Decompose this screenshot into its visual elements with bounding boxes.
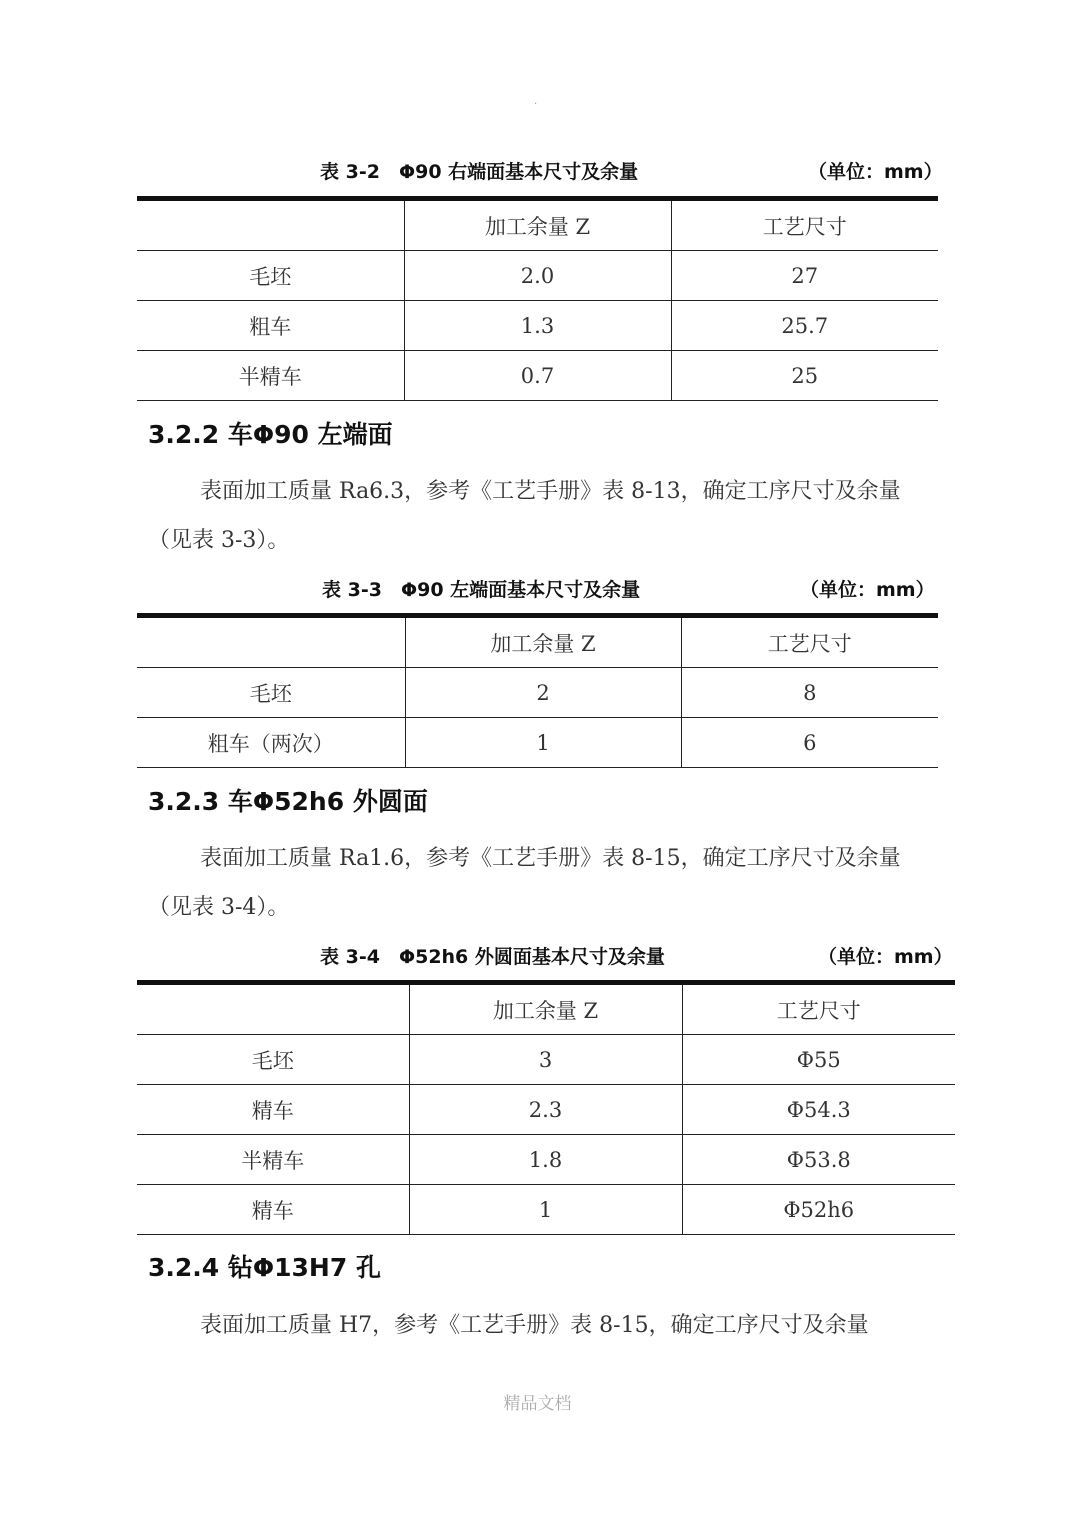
table-cell: 27 <box>671 251 938 301</box>
table-row <box>137 718 938 768</box>
table-3-2-unit: （单位：mm） <box>808 161 943 183</box>
header-cell <box>137 199 404 251</box>
header-cell <box>137 983 409 1035</box>
section-3-2-4-heading: 3.2.4 钻Φ13H7 孔 <box>148 1253 381 1282</box>
table-cell: Φ55 <box>682 1035 955 1085</box>
table-cell: 1.3 <box>404 301 671 351</box>
section-3-2-3-heading: 3.2.3 车Φ52h6 外圆面 <box>148 787 428 816</box>
table-row <box>137 351 938 401</box>
table-header-row <box>137 616 938 668</box>
table-cell: 0.7 <box>404 351 671 401</box>
header-cell: 加工余量 Z <box>409 983 682 1035</box>
table-cell: 半精车 <box>137 351 404 401</box>
table-cell: 毛坯 <box>137 1035 409 1085</box>
table-cell: Φ52h6 <box>682 1185 955 1235</box>
table-cell: 25.7 <box>671 301 938 351</box>
table-cell: 粗车（两次） <box>137 718 405 768</box>
table-3-2-caption: 表 3-2 Φ90 右端面基本尺寸及余量 <box>320 161 639 183</box>
table-header-row <box>137 199 938 251</box>
header-cell: 工艺尺寸 <box>671 199 938 251</box>
section-3-2-4-paragraph: 表面加工质量 H7，参考《工艺手册》表 8-15，确定工序尺寸及余量 <box>200 1313 869 1338</box>
page-marker: . <box>534 96 538 107</box>
table-row <box>137 1035 955 1085</box>
table-cell: 精车 <box>137 1185 409 1235</box>
table-row <box>137 1135 955 1185</box>
table-cell: 1.8 <box>409 1135 682 1185</box>
table-cell: 2 <box>405 668 681 718</box>
section-3-2-3-paragraph: 表面加工质量 Ra1.6，参考《工艺手册》表 8-15，确定工序尺寸及余量（见表 3-4）。 <box>148 846 901 920</box>
table-row <box>137 251 938 301</box>
header-cell: 加工余量 Z <box>405 616 681 668</box>
header-cell: 工艺尺寸 <box>682 983 955 1035</box>
table-cell: 3 <box>409 1035 682 1085</box>
table-cell: 8 <box>681 668 938 718</box>
table-3-3-unit: （单位：mm） <box>800 579 935 601</box>
table-cell: 毛坯 <box>137 668 405 718</box>
table-header-row <box>137 983 955 1035</box>
table-3-4-caption: 表 3-4 Φ52h6 外圆面基本尺寸及余量 <box>320 946 665 968</box>
section-3-2-2-heading: 3.2.2 车Φ90 左端面 <box>148 420 393 449</box>
header-cell <box>137 616 405 668</box>
table-cell: 25 <box>671 351 938 401</box>
table-cell: 半精车 <box>137 1135 409 1185</box>
table-cell: Φ53.8 <box>682 1135 955 1185</box>
section-3-2-2-paragraph: 表面加工质量 Ra6.3，参考《工艺手册》表 8-13，确定工序尺寸及余量（见表 3-3）。 <box>148 479 901 553</box>
header-cell: 加工余量 Z <box>404 199 671 251</box>
table-row <box>137 1185 955 1235</box>
table-cell: 6 <box>681 718 938 768</box>
table-cell: 毛坯 <box>137 251 404 301</box>
table-row <box>137 668 938 718</box>
table-3-3 <box>137 613 938 768</box>
table-cell: 1 <box>405 718 681 768</box>
table-cell: 1 <box>409 1185 682 1235</box>
table-3-4-unit: （单位：mm） <box>818 946 953 968</box>
table-row <box>137 1085 955 1135</box>
table-3-4 <box>137 980 955 1235</box>
page-footer: 精品文档 <box>503 1394 572 1414</box>
table-cell: 粗车 <box>137 301 404 351</box>
table-cell: 2.0 <box>404 251 671 301</box>
table-cell: Φ54.3 <box>682 1085 955 1135</box>
table-cell: 精车 <box>137 1085 409 1135</box>
header-cell: 工艺尺寸 <box>681 616 938 668</box>
table-row <box>137 301 938 351</box>
table-cell: 2.3 <box>409 1085 682 1135</box>
table-3-2 <box>137 196 938 401</box>
table-3-3-caption: 表 3-3 Φ90 左端面基本尺寸及余量 <box>322 579 641 601</box>
